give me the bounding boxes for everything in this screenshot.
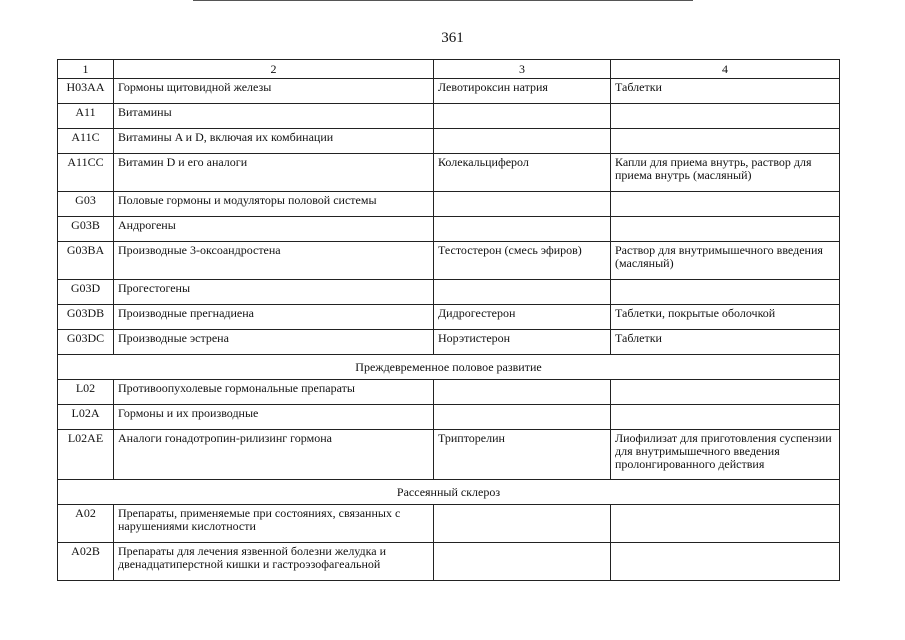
- row-form: Таблетки: [611, 330, 840, 355]
- row-drug: [434, 405, 611, 430]
- table-row: [58, 430, 840, 480]
- row-code: G03B: [58, 217, 114, 242]
- column-header-1: 1: [58, 60, 114, 79]
- row-form: [611, 405, 840, 430]
- row-group: Гормоны и их производные: [114, 405, 434, 430]
- row-group-cell: [114, 543, 434, 581]
- row-code: L02A: [58, 405, 114, 430]
- drug-table: [57, 59, 840, 581]
- row-drug: [434, 192, 611, 217]
- row-code: G03: [58, 192, 114, 217]
- row-code: G03D: [58, 280, 114, 305]
- row-drug: Норэтистерон: [434, 330, 611, 355]
- row-code: G03DC: [58, 330, 114, 355]
- row-group: Препараты, применяемые при состояниях, связанных с нарушениями кислотности: [114, 505, 434, 543]
- row-code: G03BA: [58, 242, 114, 280]
- row-form: Капли для приема внутрь, раствор для приема внутрь (масляный): [611, 154, 840, 192]
- table-row: [58, 192, 840, 217]
- row-group: Препараты для лечения язвенной болезни желудка и двенадцатиперстной кишки и гастроэзофагеальной: [118, 545, 387, 571]
- row-drug: Дидрогестерон: [434, 305, 611, 330]
- row-code: G03DB: [58, 305, 114, 330]
- column-header-4: 4: [611, 60, 840, 79]
- row-group: Производные прегнадиена: [114, 305, 434, 330]
- row-code: H03AA: [58, 79, 114, 104]
- row-code: L02: [58, 380, 114, 405]
- row-drug: [434, 104, 611, 129]
- page-number: 361: [441, 30, 464, 46]
- row-form: Лиофилизат для приготовления суспензии для внутримышечного введения пролонгированного действия: [611, 430, 840, 480]
- row-group: Витамины A и D, включая их комбинации: [114, 129, 434, 154]
- row-drug: [434, 217, 611, 242]
- row-group: Половые гормоны и модуляторы половой системы: [114, 192, 434, 217]
- row-form: [611, 192, 840, 217]
- column-header-2: 2: [114, 60, 434, 79]
- row-code: A02: [58, 505, 114, 543]
- row-code: A11CC: [58, 154, 114, 192]
- row-code: L02AE: [58, 430, 114, 480]
- row-code: A11: [58, 104, 114, 129]
- row-drug: Тестостерон (смесь эфиров): [434, 242, 611, 280]
- section-row: [58, 480, 840, 505]
- row-drug: Левотироксин натрия: [434, 79, 611, 104]
- row-group: Производные 3-оксоандростена: [114, 242, 434, 280]
- row-drug: [434, 505, 611, 543]
- row-group: Витамины: [114, 104, 434, 129]
- row-form: [611, 280, 840, 305]
- table-header-row: [58, 60, 840, 79]
- row-form: [611, 380, 840, 405]
- section-title: Рассеянный склероз: [58, 480, 840, 505]
- row-drug: [434, 380, 611, 405]
- table-row: [58, 242, 840, 280]
- row-drug: Трипторелин: [434, 430, 611, 480]
- row-group: Противоопухолевые гормональные препараты: [114, 380, 434, 405]
- table-row: [58, 104, 840, 129]
- row-drug: [434, 543, 611, 581]
- row-form: Таблетки: [611, 79, 840, 104]
- column-header-3: 3: [434, 60, 611, 79]
- row-drug: [434, 280, 611, 305]
- row-form: [611, 129, 840, 154]
- row-drug: Колекальциферол: [434, 154, 611, 192]
- section-title: Преждевременное половое развитие: [58, 355, 840, 380]
- section-row: [58, 355, 840, 380]
- top-rule: [193, 0, 693, 1]
- row-group: Гормоны щитовидной железы: [114, 79, 434, 104]
- row-group: Прогестогены: [114, 280, 434, 305]
- table-row: [58, 380, 840, 405]
- row-code: A02B: [58, 543, 114, 581]
- row-form: Таблетки, покрытые оболочкой: [611, 305, 840, 330]
- table-row: [58, 505, 840, 543]
- table-row: [58, 217, 840, 242]
- row-group: Андрогены: [114, 217, 434, 242]
- row-group: Витамин D и его аналоги: [114, 154, 434, 192]
- table-row: [58, 543, 840, 581]
- table-row: [58, 330, 840, 355]
- row-form: [611, 217, 840, 242]
- row-drug: [434, 129, 611, 154]
- row-group: Аналоги гонадотропин-рилизинг гормона: [114, 430, 434, 480]
- table-row: [58, 79, 840, 104]
- table-row: [58, 154, 840, 192]
- table-row: [58, 405, 840, 430]
- row-group: Производные эстрена: [114, 330, 434, 355]
- table-row: [58, 305, 840, 330]
- row-form: [611, 104, 840, 129]
- table-row: [58, 129, 840, 154]
- table-row: [58, 280, 840, 305]
- row-code: A11C: [58, 129, 114, 154]
- row-form: Раствор для внутримышечного введения (масляный): [611, 242, 840, 280]
- row-form: [611, 505, 840, 543]
- row-form: [611, 543, 840, 581]
